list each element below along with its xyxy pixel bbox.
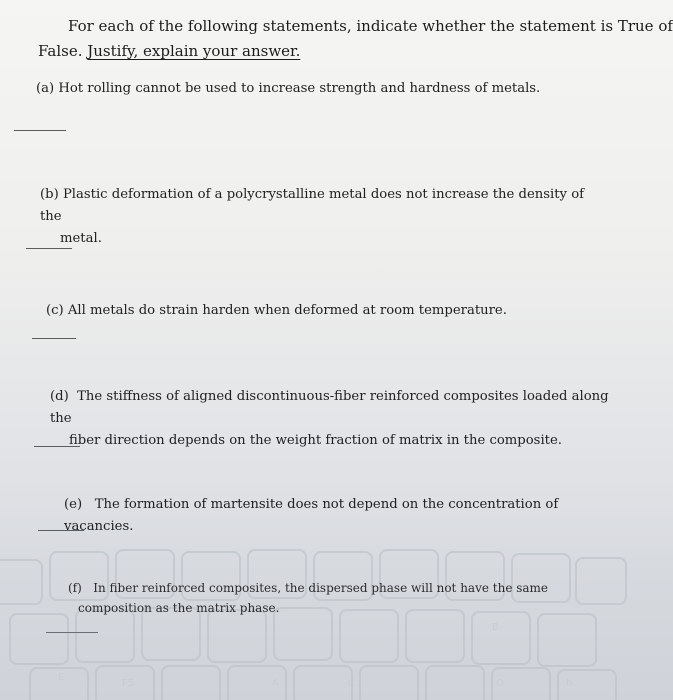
question-text: Hot rolling cannot be used to increase strength and hardness of metals. [58,81,541,96]
question-d [50,386,610,452]
question-label: (c) [46,303,64,318]
key-label: O [496,678,504,689]
instructions-underlined: Justify, explain your answer. [87,42,301,60]
answer-blank-b[interactable] [26,248,72,249]
answer-blank-d[interactable] [34,446,80,447]
question-c [46,300,507,322]
instructions-line-1: For each of the following statements, indicate whether the statement is True of [68,17,673,35]
key-label: A [272,678,279,689]
answer-blank-a[interactable] [14,130,66,131]
question-text: The stiffness of aligned discontinuous-fiber reinforced composites loaded along the [50,389,609,426]
question-text: All metals do strain harden when deformed at room temperature. [67,303,507,318]
question-label: (d) [50,389,69,404]
question-label: (a) [36,81,55,96]
question-f [68,578,588,618]
question-b [40,184,600,250]
answer-blank-f[interactable] [46,632,98,633]
question-e [64,494,611,538]
question-text: In fiber reinforced composites, the dispersed phase will not have the same [93,581,549,595]
question-text: Plastic deformation of a polycrystalline metal does not increase the density of the [40,187,585,224]
answer-blank-e[interactable] [38,530,84,531]
question-text: The formation of martensite does not depend on the concentration of vacancies. [64,497,559,534]
question-label: (b) [40,187,59,202]
answer-blank-c[interactable] [32,338,76,339]
question-text-continued: metal. [60,231,102,246]
key-label: F5 [122,678,135,689]
question-label: (f) [68,581,82,595]
key-label: C [348,678,355,689]
key-label: E [58,672,65,683]
question-label: (e) [64,497,83,512]
instructions-prefix: False. [38,42,88,60]
instructions-line-2 [38,40,300,62]
key-label: B [492,622,499,633]
question-text-continued: fiber direction depends on the weight fraction of matrix in the composite. [69,433,562,448]
key-label: b [566,678,573,689]
question-a [36,78,540,100]
question-text-continued: composition as the matrix phase. [78,601,280,615]
